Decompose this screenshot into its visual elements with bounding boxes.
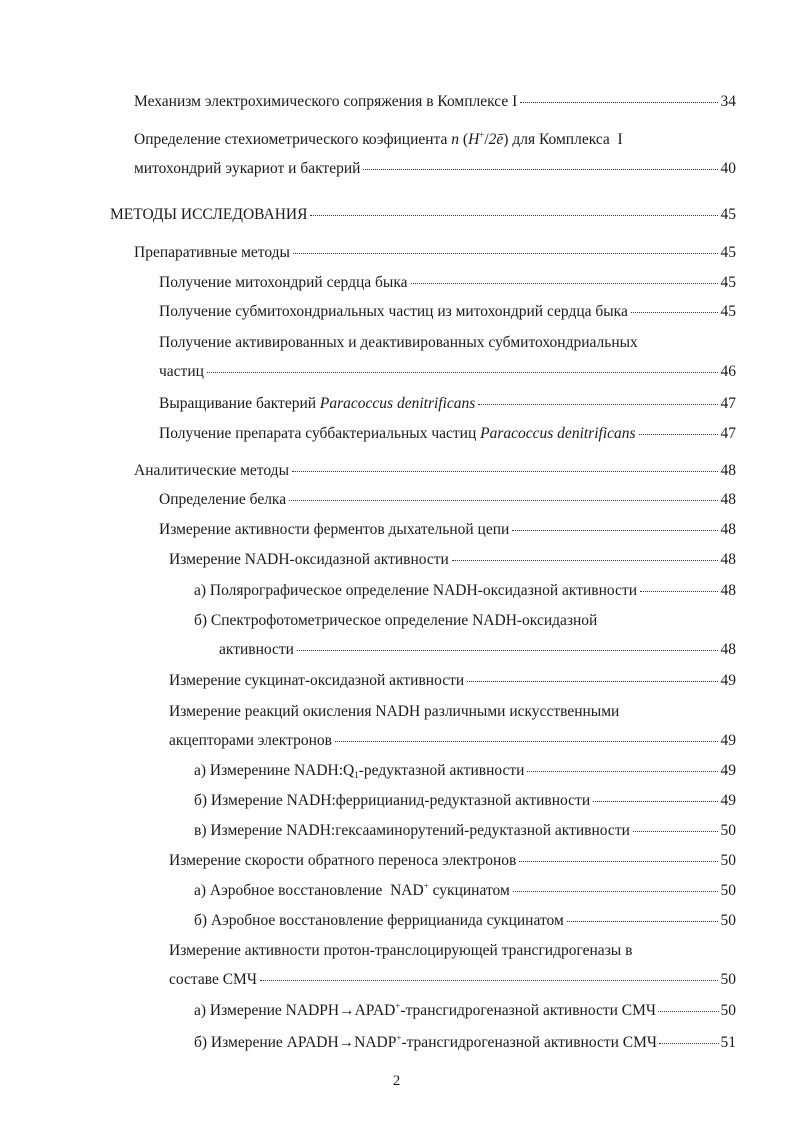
page-number: 2 bbox=[392, 1073, 401, 1089]
toc-entry bbox=[169, 731, 736, 751]
dot-leader bbox=[520, 102, 717, 103]
dot-leader bbox=[207, 372, 718, 373]
toc-entry bbox=[159, 520, 736, 540]
toc-entry-page: 51 bbox=[720, 1034, 736, 1051]
toc-entry-page: 50 bbox=[720, 882, 736, 899]
toc-entry-title: а) Измерение NADPH→APAD+-трансгидрогеназной активности СМЧ bbox=[194, 1001, 656, 1019]
toc-entry-title: составе СМЧ bbox=[169, 971, 257, 988]
dot-leader bbox=[289, 500, 717, 501]
toc-entry-page: 50 bbox=[720, 1002, 736, 1019]
toc-entry-title: Получение субмитохондриальных частиц из митохондрий сердца быка bbox=[159, 303, 628, 320]
toc-entry-page: 48 bbox=[720, 462, 736, 479]
toc-entry-page: 45 bbox=[720, 303, 736, 320]
toc-entry-page: 49 bbox=[720, 672, 736, 689]
toc-entry-title: в) Измерение NADH:гексааминорутений-редуктазной активности bbox=[194, 822, 630, 839]
dot-leader bbox=[293, 253, 718, 254]
toc-entry-page: 48 bbox=[720, 582, 736, 599]
toc-entry bbox=[169, 851, 736, 871]
toc-entry bbox=[194, 911, 736, 931]
toc-entry-page: 49 bbox=[720, 762, 736, 779]
dot-leader bbox=[411, 283, 718, 284]
toc-entry-page: 50 bbox=[720, 912, 736, 929]
toc-entry bbox=[169, 970, 736, 990]
toc-section-title: МЕТОДЫ ИССЛЕДОВАНИЯ bbox=[110, 206, 308, 223]
toc-entry-first-line: Измерение активности протон-транслоцирующей трансгидрогеназы в bbox=[169, 942, 633, 959]
toc-entry-first-line: Определение стехиометрического коэфициента n (H+/2ē) для Комплекса I bbox=[134, 130, 623, 148]
dot-leader bbox=[297, 650, 718, 651]
toc-entry bbox=[159, 424, 736, 444]
toc-entry-title: Измерение активности ферментов дыхательной цепи bbox=[159, 521, 510, 538]
toc-entry bbox=[134, 243, 736, 263]
toc-entry-title: б) Измерение APADH→NADP+-трансгидрогеназной активности СМЧ bbox=[194, 1033, 657, 1051]
toc-entry bbox=[159, 362, 736, 382]
dot-leader bbox=[512, 530, 717, 531]
toc-entry-page: 49 bbox=[720, 792, 736, 809]
toc-entry bbox=[159, 273, 736, 293]
toc-entry-page: 49 bbox=[720, 732, 736, 749]
toc-entry-page: 48 bbox=[720, 641, 736, 658]
toc-entry-title: митохондрий эукариот и бактерий bbox=[134, 160, 361, 177]
toc-entry bbox=[194, 1001, 736, 1021]
dot-leader bbox=[363, 169, 717, 170]
toc-entry bbox=[169, 550, 736, 570]
toc-entry-title: Препаративные методы bbox=[134, 244, 290, 261]
toc-entry bbox=[194, 1033, 736, 1053]
dot-leader bbox=[478, 404, 717, 405]
toc-entry bbox=[159, 302, 736, 322]
toc-entry-title: акцепторами электронов bbox=[169, 732, 332, 749]
toc-entry-title: Измерение скорости обратного переноса электронов bbox=[169, 852, 517, 869]
toc-entry-page: 48 bbox=[720, 491, 736, 508]
dot-leader bbox=[335, 741, 718, 742]
toc-entry bbox=[194, 581, 736, 601]
dot-leader bbox=[527, 771, 717, 772]
toc-entry-page: 48 bbox=[720, 551, 736, 568]
toc-entry-title: Определение белка bbox=[159, 491, 287, 508]
toc-entry-page: 50 bbox=[720, 852, 736, 869]
toc-entry bbox=[169, 671, 736, 691]
toc-entry-page: 47 bbox=[720, 395, 736, 412]
toc-entry bbox=[194, 881, 736, 901]
toc-entry-title: частиц bbox=[159, 363, 204, 380]
toc-entry-title: Получение митохондрий сердца быка bbox=[159, 274, 408, 291]
toc-entry bbox=[134, 159, 736, 179]
toc-entry bbox=[194, 761, 736, 781]
dot-leader bbox=[467, 681, 717, 682]
toc-entry-first-line: б) Спектрофотометрическое определение NADH-оксидазной bbox=[194, 612, 598, 629]
dot-leader bbox=[639, 434, 718, 435]
toc-entry-title: б) Аэробное восстановление феррицианида сукцинатом bbox=[194, 912, 564, 929]
dot-leader bbox=[593, 801, 717, 802]
toc-entry-page: 45 bbox=[720, 274, 736, 291]
dot-leader bbox=[260, 980, 718, 981]
dot-leader bbox=[631, 312, 718, 313]
toc-entry-title: Механизм электрохимического сопряжения в Комплексе I bbox=[134, 93, 518, 110]
toc-entry bbox=[110, 205, 736, 225]
toc-entry bbox=[194, 821, 736, 841]
toc-entry bbox=[194, 791, 736, 811]
toc-entry-title: Измерение сукцинат-оксидазной активности bbox=[169, 672, 465, 689]
toc-entry-page: 48 bbox=[720, 521, 736, 538]
toc-entry bbox=[159, 490, 736, 510]
dot-leader bbox=[452, 560, 718, 561]
toc-entry-page: 47 bbox=[720, 425, 736, 442]
toc-entry bbox=[159, 394, 736, 414]
toc-entry-page: 45 bbox=[720, 206, 736, 223]
dot-leader bbox=[519, 861, 717, 862]
toc-entry bbox=[219, 640, 736, 660]
toc-entry-title: а) Аэробное восстановление NAD+ сукцинатом bbox=[194, 881, 510, 899]
dot-leader bbox=[659, 1043, 719, 1044]
toc-entry-title: а) Измеренине $NADH:Q_1$-редуктазной активности bbox=[194, 762, 525, 780]
toc-entry-page: 45 bbox=[720, 244, 736, 261]
dot-leader bbox=[567, 921, 718, 922]
toc-entry-first-line: Получение активированных и деактивированных субмитохондриальных bbox=[159, 334, 638, 351]
toc-entry-title: активности bbox=[219, 641, 294, 658]
toc-entry bbox=[134, 461, 736, 481]
toc-entry-page: 50 bbox=[720, 822, 736, 839]
dot-leader bbox=[640, 591, 718, 592]
toc-entry-page: 50 bbox=[720, 971, 736, 988]
toc-entry-title: б) Измерение NADH:феррицианид-редуктазной активности bbox=[194, 792, 591, 809]
toc-entry-title: Аналитические методы bbox=[134, 462, 289, 479]
toc-entry-title: Получение препарата суббактериальных частиц Paracoccus denitrificans bbox=[159, 425, 636, 442]
dot-leader bbox=[292, 471, 718, 472]
toc-entry-first-line: Измерение реакций окисления NADH различными искусственными bbox=[169, 703, 620, 720]
toc-entry-title: Выращивание бактерий Paracoccus denitrificans bbox=[159, 395, 476, 412]
toc-entry-page: 34 bbox=[720, 93, 736, 110]
toc-entry-title: Измерение NADH-оксидазной активности bbox=[169, 551, 449, 568]
toc-entry-page: 46 bbox=[720, 363, 736, 380]
dot-leader bbox=[633, 831, 718, 832]
toc-entry bbox=[134, 92, 736, 112]
toc-entry-page: 40 bbox=[720, 160, 736, 177]
dot-leader bbox=[658, 1011, 719, 1012]
dot-leader bbox=[513, 891, 718, 892]
dot-leader bbox=[310, 215, 717, 216]
toc-entry-title: а) Полярографическое определение NADH-оксидазной активности bbox=[194, 582, 637, 599]
